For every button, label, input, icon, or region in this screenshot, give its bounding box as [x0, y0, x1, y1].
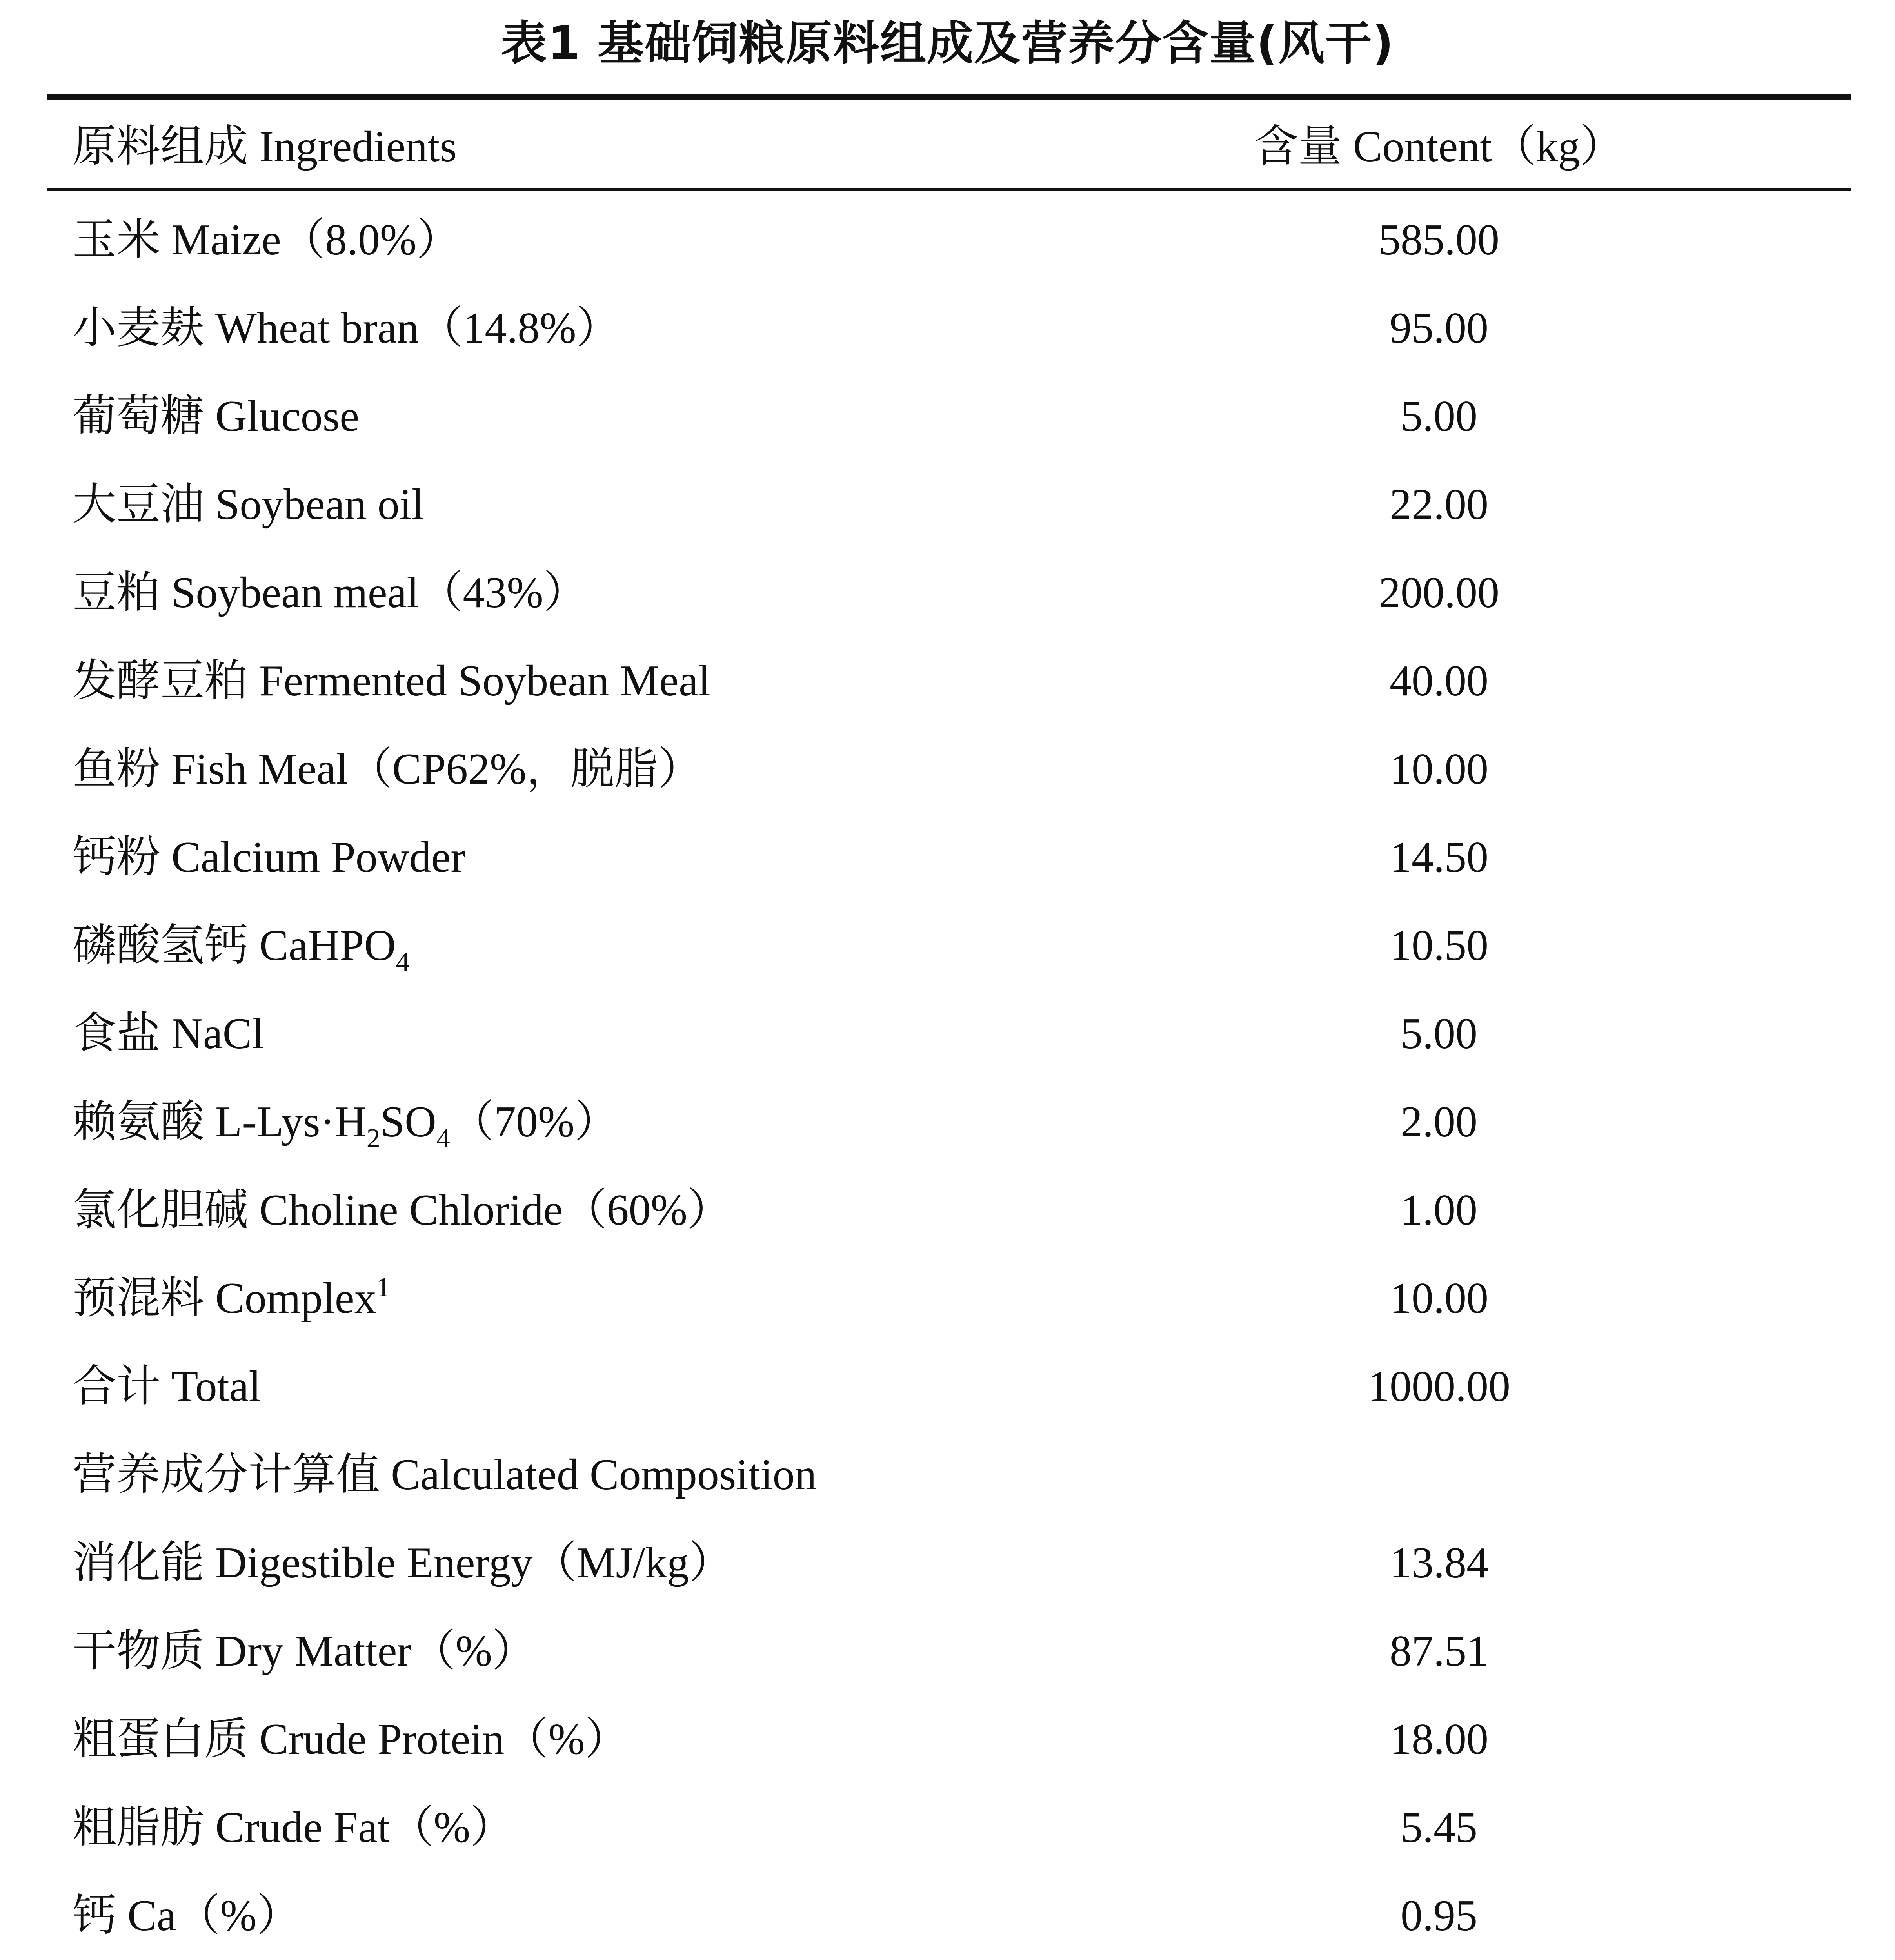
- table-row: [47, 372, 1851, 461]
- header-content: 含量 Content（kg）: [1254, 122, 1624, 171]
- content-value: 13.84: [1390, 1539, 1488, 1587]
- content-value: 87.51: [1390, 1627, 1488, 1675]
- subscript: 4: [396, 947, 410, 977]
- table-header-row: [47, 103, 1851, 191]
- table-row: [47, 1695, 1851, 1784]
- content-value: 10.00: [1390, 745, 1488, 793]
- subscript: 2: [366, 1123, 380, 1154]
- content-value: 10.00: [1390, 1274, 1488, 1323]
- content-value: 0.95: [1401, 1891, 1477, 1940]
- content-value: 1.00: [1401, 1186, 1477, 1234]
- content-value: 40.00: [1390, 657, 1488, 705]
- table-row: [47, 461, 1851, 549]
- ingredient-label: [73, 372, 359, 461]
- table-row: [47, 1784, 1851, 1872]
- ingredient-label: [73, 1607, 536, 1695]
- table-row: [47, 549, 1851, 637]
- table-row: [47, 1519, 1851, 1607]
- table-row: [47, 813, 1851, 902]
- label-text: 干物质 Dry Matter（%）: [73, 1627, 536, 1675]
- label-text: 钙 Ca（%）: [73, 1891, 301, 1940]
- header-rule: [47, 188, 1851, 191]
- table-title: 表1 基础饲粮原料组成及营养分含量(风干): [500, 16, 1395, 70]
- content-value: 585.00: [1379, 216, 1499, 264]
- table-row: [47, 1607, 1851, 1695]
- label-text: 小麦麸 Wheat bran（14.8%）: [73, 304, 620, 352]
- label-text: 粗脂肪 Crude Fat（%）: [73, 1803, 514, 1852]
- ingredient-label: [73, 284, 620, 372]
- content-value: 200.00: [1379, 568, 1499, 617]
- table-row: [47, 1166, 1851, 1254]
- label-text: 消化能 Digestible Energy（MJ/kg）: [73, 1539, 733, 1587]
- table-section-row: [47, 1431, 1851, 1519]
- label-text: SO: [380, 1098, 436, 1146]
- label-text: 鱼粉 Fish Meal（CP62%，脱脂）: [73, 745, 702, 793]
- table-row: [47, 637, 1851, 725]
- label-text: 粗蛋白质 Crude Protein（%）: [73, 1715, 629, 1764]
- ingredient-label: [73, 902, 409, 995]
- ingredient-label: [73, 1343, 261, 1431]
- ingredient-label: [73, 196, 460, 284]
- ingredient-label: [73, 725, 702, 813]
- ingredient-label: [73, 1872, 301, 1960]
- table-row: [47, 1343, 1851, 1431]
- label-text: （70%）: [450, 1098, 619, 1146]
- top-rule: [47, 94, 1851, 100]
- label-text: 氯化胆碱 Choline Chloride（60%）: [73, 1186, 731, 1234]
- content-value: 22.00: [1390, 480, 1488, 529]
- subscript: 4: [436, 1123, 450, 1154]
- header-ingredients: 原料组成 Ingredients: [73, 122, 457, 171]
- content-value: 95.00: [1390, 304, 1488, 352]
- content-value: 10.50: [1390, 921, 1488, 970]
- label-text: 营养成分计算值 Calculated Composition: [73, 1450, 817, 1499]
- table-row: [47, 902, 1851, 990]
- table-row: [47, 1872, 1851, 1960]
- ingredient-label: [73, 1784, 514, 1872]
- label-text: 葡萄糖 Glucose: [73, 392, 360, 441]
- ingredient-label: [73, 1166, 731, 1254]
- content-value: 1000.00: [1368, 1362, 1510, 1411]
- ingredient-label: [73, 1254, 390, 1348]
- table-row: [47, 725, 1851, 813]
- content-value: 2.00: [1401, 1098, 1477, 1146]
- ingredient-label: [73, 1519, 733, 1607]
- content-value: 5.00: [1401, 392, 1477, 441]
- label-text: 豆粕 Soybean meal（43%）: [73, 568, 587, 617]
- label-text: 钙粉 Calcium Powder: [73, 833, 465, 882]
- ingredient-label: [73, 1431, 817, 1519]
- ingredient-label: [73, 990, 264, 1078]
- ingredient-label: [73, 1078, 618, 1172]
- ingredient-label: [73, 813, 465, 902]
- content-value: 5.00: [1401, 1009, 1477, 1058]
- table-row: [47, 1078, 1851, 1166]
- label-text: 预混料 Complex: [73, 1274, 376, 1323]
- table-row: [47, 284, 1851, 372]
- ingredient-label: [73, 549, 587, 637]
- table-row: [47, 1254, 1851, 1343]
- label-text: 大豆油 Soybean oil: [73, 480, 424, 529]
- label-text: 磷酸氢钙 CaHPO: [73, 921, 396, 970]
- table-row: [47, 196, 1851, 284]
- table-row: [47, 990, 1851, 1078]
- content-value: 18.00: [1390, 1715, 1488, 1764]
- label-text: 玉米 Maize（8.0%）: [73, 216, 461, 264]
- content-value: 5.45: [1401, 1803, 1477, 1852]
- label-text: 发酵豆粕 Fermented Soybean Meal: [73, 657, 710, 705]
- ingredient-label: [73, 1695, 629, 1784]
- superscript: 1: [376, 1272, 390, 1303]
- ingredient-label: [73, 637, 710, 725]
- label-text: 食盐 NaCl: [73, 1009, 264, 1058]
- content-value: 14.50: [1390, 833, 1488, 882]
- label-text: 赖氨酸 L-Lys·H: [73, 1098, 367, 1146]
- label-text: 合计 Total: [73, 1362, 261, 1411]
- ingredient-label: [73, 461, 424, 549]
